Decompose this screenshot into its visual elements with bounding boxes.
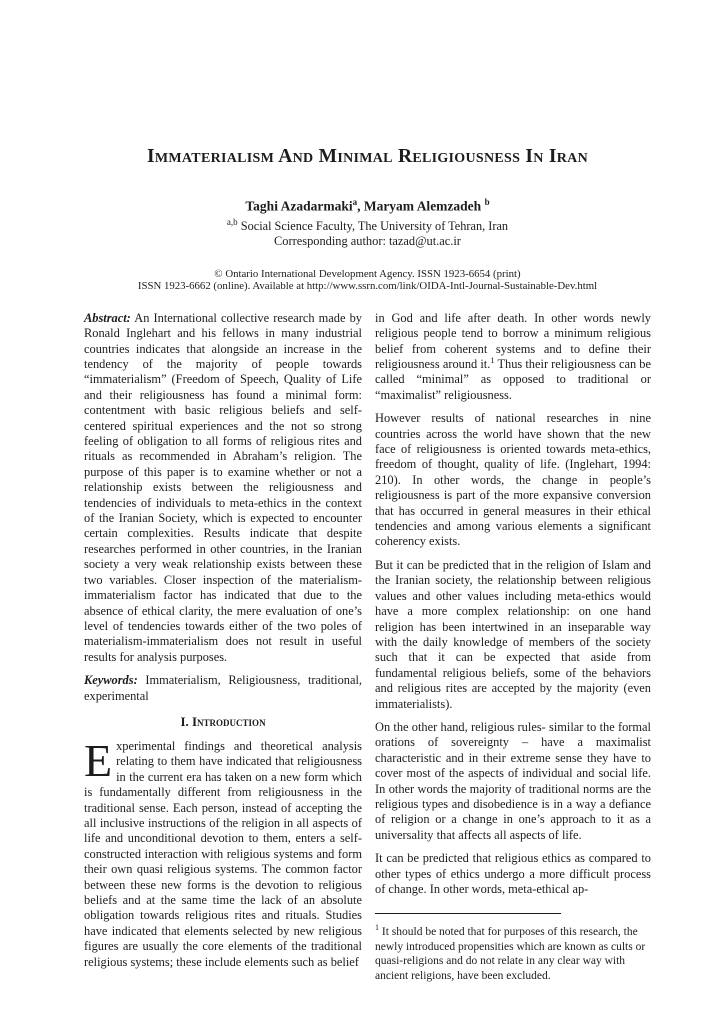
authors-separator: , — [357, 198, 364, 214]
corresponding-author-line: Corresponding author: tazad@ut.ac.ir — [274, 233, 461, 248]
footnote-text-block — [375, 921, 651, 983]
author-affiliation-marker-2: b — [484, 197, 490, 207]
body-paragraph-3: But it can be predicted that in the religion of Islam and the Iranian society, the relationship between religious values and other values including meta-ethics would have a more complex relationship: on one hand religion has been intertwined in an inseparable way with the daily knowledge of members of the society such that it can be expected that aside from fundamental religious beliefs, some of the behaviors and religious rites are accepted by the majority (even immaterialists). — [375, 557, 651, 711]
footnote-marker: 1 — [375, 923, 379, 933]
issn-online-line: ISSN 1923-6662 (online). Available at http://www.ssrn.com/link/OIDA-Intl-Journal-Sustainable-Dev.html — [137, 280, 598, 293]
authors-line — [84, 195, 651, 214]
paper-title: Immaterialism And Minimal Religiousness In Iran — [147, 146, 588, 167]
footnote-reference-marker: 1 — [490, 354, 495, 365]
footnote-text: It should be noted that for purposes of this research, the newly introduced propensities which are known as cults or quasi-religions and do not relate in any clear way with ancient religions, have been excluded. — [375, 926, 646, 983]
drop-cap: E — [84, 734, 113, 786]
body-paragraph-2: However results of national researches in nine countries across the world have shown that the new face of religiousness is oriented towards meta-ethics, freedom of thought, quality of life. (Inglehart, 1994: 210). In other words, the change in people’s religiousness is part of the more expansive conversion that has occurred in general measures in their ethical tendencies and among various elements a significant coherency exists. — [375, 411, 651, 549]
author-affiliation-marker-1: a — [352, 197, 358, 207]
abstract-paragraph — [84, 311, 362, 665]
keywords-text: Immaterialism, Religiousness, traditional, experimental — [84, 673, 362, 703]
intro-paragraph — [84, 734, 362, 970]
issn-print-line: © Ontario International Development Agency. ISSN 1923-6654 (print) — [214, 267, 521, 280]
affiliation-markers: a,b — [226, 216, 238, 227]
body-paragraph-1 — [375, 311, 651, 403]
abstract-label: Abstract: — [84, 310, 131, 325]
body-paragraph-5: It can be predicted that religious ethics as compared to other types of ethics undergo a more difficult process of change. In other words, meta-ethical ap- — [375, 851, 651, 896]
paper-content — [84, 146, 651, 984]
section-heading-introduction: I. Introduction — [180, 713, 266, 729]
body-paragraph-1-text-a: in God and life after death. In other words newly religious people tend to borrow a minimum religious belief from coherent systems and to define their religiousness around it. — [375, 310, 651, 371]
left-column — [84, 311, 362, 984]
publisher-info — [84, 268, 651, 293]
author-name-1: Taghi Azadarmaki — [245, 198, 353, 214]
abstract-text: An International collective research made by Ronald Inglehart and his fellows in many industrial countries indicates that alongside an increase in the tendency of the majority of people towards “immaterialism” (Freedom of Speech, Quality of Life and their religiousness has found a minimal form: contentment with basic religious beliefs and self-centered spiritual experiences and the not so strong feeling of obligation to all forms of religious rites and rituals as recommended in Abraham’s religion. The purpose of this paper is to examine whether or not a relationship exists between the religiousness and tendencies of individuals to meta-ethics in the context of the Iranian Society, which is expected to encounter certain complexities. Results indicate that despite researches performed in other countries, in the Iranian society a very weak relationship exists between these two variables. Closer inspection of the materialism- immaterialism factor has indicated that due to the absence of ethical clarity, the mere evaluation of one’s level of tendencies towards either of the two poles of materialism-immaterialism does not result in useful results for analysis purposes. — [84, 310, 362, 664]
body-paragraph-4: On the other hand, religious rules- similar to the formal orations of sovereignty – have a maximalist characteristic and in their extreme sense they have to cover most of the aspects of individual and social life. In other words the majority of traditional norms are the religious types and disobedience is in a way a defiance of religion or a change in one’s approach to it as a universality that affects all aspects of life. — [375, 719, 651, 842]
body-paragraph-1-text-b: Thus their religiousness can be called “minimal” as opposed to traditional or “maximalist” religiousness. — [375, 357, 651, 402]
affiliation-text: Social Science Faculty, The University of Tehran, Iran — [237, 218, 509, 233]
intro-text: xperimental findings and theoretical analysis relating to them have indicated that religiousness in the current era has taken on a new form which is fundamentally different from religiousness in the traditional sense. Each person, instead of accepting the all inclusive instructions of the religion in all aspects of life and unconditional devotion to them, enters a self-constructed interaction with religious systems and form their own quasi religious systems. The common factor between these new forms is the devotion to religious beliefs and at the same time the lack of an absolute obligation towards religious rites and rituals. Studies have indicated that elements selected by new religious figures are usually the core elements of the traditional religious systems; these include elements such as belief — [84, 738, 362, 969]
footnote-rule — [375, 913, 561, 914]
author-name-2: Maryam Alemzadeh — [363, 198, 482, 214]
keywords-paragraph — [84, 673, 362, 704]
keywords-label: Keywords: — [84, 673, 138, 688]
right-column — [375, 311, 651, 984]
affiliation-line — [84, 215, 651, 233]
two-column-body — [84, 311, 651, 984]
